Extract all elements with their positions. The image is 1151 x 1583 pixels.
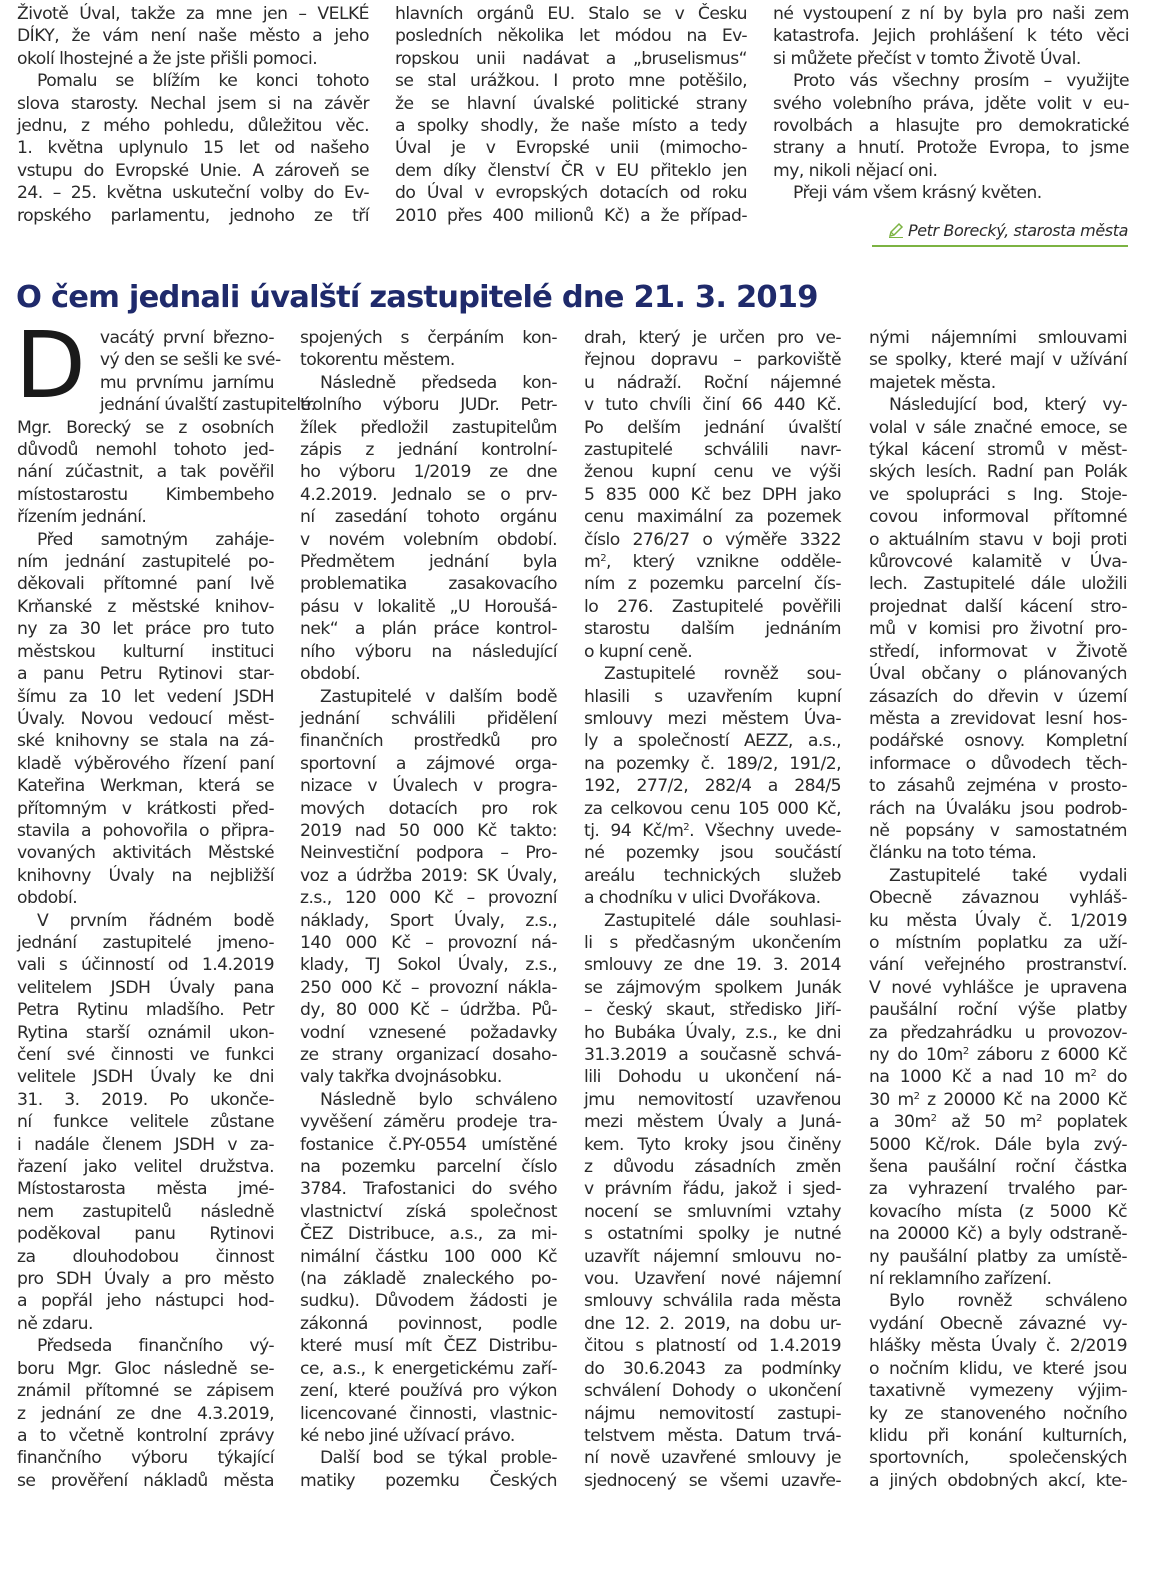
text-line: DÍKY, že vám není naše město a jeho <box>17 26 369 47</box>
text-line: z jednání ze dne 4.3.2019, <box>17 1403 274 1424</box>
text-line: jmu nemovitostí uzavřenou <box>584 1089 841 1110</box>
text-line: stavila a pohovořila o připra- <box>17 820 274 841</box>
text-line: ně popsány v samostatném <box>869 820 1127 841</box>
text-line: velitele JSDH Úvaly ke dni <box>17 1067 274 1088</box>
text-line: 2010 přes 400 milionů Kč) a že případ- <box>395 205 747 226</box>
text-line: trolního výboru JUDr. Petr- <box>300 395 557 416</box>
text-line: v tuto chvíli činí 66 440 Kč. <box>584 395 841 416</box>
article-column-1-text <box>15 312 316 1492</box>
text-line: hlavních orgánů EU. Stalo se v Česku <box>395 4 747 24</box>
text-line: ny do $10m^2$ záboru z 6000 Kč <box>869 1045 1127 1065</box>
text-line: děkovali přítomné paní Ivě <box>17 574 274 595</box>
text-line: – český skaut, středisko Jiří- <box>584 1000 841 1021</box>
text-line: za dlouhodobou činnost <box>17 1246 274 1267</box>
text-line: ké nebo jiné užívací právo. <box>300 1425 515 1446</box>
text-line: za vyhrazení trvalého par- <box>869 1179 1127 1200</box>
text-line: známil přítomné se zápisem <box>17 1381 274 1402</box>
text-line: žílek předložil zastupitelům <box>300 417 557 438</box>
text-line: období. <box>300 664 361 685</box>
article-column-1 <box>15 312 316 1492</box>
text-line: se spolky, které mají v užívání <box>869 350 1127 371</box>
text-line: nek“ a plán práce kontrol- <box>300 619 557 640</box>
text-line: okolí lhostejné a že jste přišli pomoci. <box>17 48 318 69</box>
text-line: jednání schválili přidělení <box>300 708 557 729</box>
text-line: a spolky shodly, že naše místo a tedy <box>395 116 747 137</box>
text-line: se prověření nákladů města <box>17 1470 274 1491</box>
text-line: lili Dohodu u ukončení ná- <box>584 1067 841 1088</box>
text-line: 30 $m^2$ z 20000 Kč na 2000 Kč <box>869 1089 1127 1110</box>
text-line: čení své činnosti ve funkci <box>17 1045 274 1065</box>
text-line: slova starosty. Nechal jsem si na závěr <box>17 93 369 114</box>
text-line: Zastupitelé také vydali <box>889 865 1127 886</box>
text-line: Úvaly. Novou vedoucí měst- <box>17 708 274 729</box>
text-line: V prvním řádném bodě <box>37 910 274 931</box>
text-line: vydání Obecně závazné vy- <box>869 1313 1127 1334</box>
text-line: Petra Rytinu mladšího. Petr <box>17 1000 274 1021</box>
text-line: ní reklamního zařízení. <box>869 1269 1052 1290</box>
text-line: dy, 80 000 Kč – údržba. Pů- <box>300 1000 557 1021</box>
signature-text: Petr Borecký, starosta města <box>907 221 1128 240</box>
text-line: né vystoupení z ní by byla pro naši zem <box>773 4 1129 24</box>
text-line: 5 835 000 Kč bez DPH jako <box>584 484 841 505</box>
text-line: informace o důvodech těch- <box>869 753 1127 774</box>
text-line: smlouvy schválila rada města <box>584 1291 841 1312</box>
text-line: 24. – 25. května uskuteční volby do Ev- <box>17 183 369 204</box>
text-line: hlášky města Úvaly č. 2/2019 <box>869 1336 1127 1357</box>
text-line: telstvem města. Datum trvá- <box>584 1425 841 1446</box>
text-line: se zájmovým spolkem Junák <box>584 977 841 998</box>
drop-cap: D <box>15 312 86 419</box>
text-line: Místostarosta města jmé- <box>17 1179 274 1200</box>
text-line: 31. 3. 2019. Po ukonče- <box>17 1089 274 1110</box>
text-line: ských lesích. Radní pan Polák <box>869 462 1127 483</box>
text-line: majetek města. <box>869 372 996 393</box>
text-line: ního výboru na následující <box>300 641 557 662</box>
text-line: voz a údržba 2019: SK Úvaly, <box>300 865 557 886</box>
text-line: a chodníku v ulici Dvořákova. <box>584 888 821 909</box>
text-line: poděkoval panu Rytinovi <box>17 1224 274 1245</box>
text-line: Další bod se týkal proble- <box>320 1448 557 1469</box>
text-line: fostanice č.PY-0554 umístěné <box>300 1134 557 1155</box>
author-signature <box>872 221 1128 247</box>
text-line: dne 12. 2. 2019, na dobu ur- <box>584 1313 841 1334</box>
text-line: ze strany organizací dosaho- <box>300 1045 557 1065</box>
text-line: li s předčasným ukončením <box>584 932 841 953</box>
text-line: na pozemku parcelní číslo <box>300 1157 557 1178</box>
text-line: ní nově uzavřené smlouvy je <box>584 1448 841 1469</box>
text-line: 1. května uplynulo 15 let od našeho <box>17 138 369 159</box>
text-line: vý den se sešli ke své- <box>99 350 281 371</box>
text-line: zásazích do dřevin v území <box>869 686 1127 707</box>
text-line: s ostatními spolky je nutné <box>584 1224 841 1245</box>
text-line: taxativně vymezeny výjim- <box>869 1381 1127 1402</box>
text-line: ny paušální platby za umístě- <box>869 1246 1127 1267</box>
text-line: Zastupitelé dále souhlasi- <box>604 910 841 931</box>
text-line: podářské osnovy. Kompletní <box>869 731 1127 752</box>
text-line: tokorentu městem. <box>300 350 455 371</box>
text-line: covou informoval přítomné <box>869 507 1127 528</box>
text-line: tj. 94 $Kč/m^2$. Všechny uvede- <box>584 820 841 841</box>
text-line: vali s účinností od 1.4.2019 <box>17 955 274 976</box>
text-line: sportovní a zájmové orga- <box>300 753 557 774</box>
text-line: za předzahrádku u provozov- <box>869 1022 1127 1043</box>
text-line: nizace v Úvalech v progra- <box>300 776 557 797</box>
text-line: za celkovou cenu 105 000 Kč, <box>584 798 841 819</box>
mayor-column-3 <box>773 3 1129 205</box>
mayor-column-1 <box>17 3 369 227</box>
text-line: důvodů nemohl tohoto jed- <box>17 440 274 461</box>
text-line: starostu dalším jednáním <box>584 619 841 640</box>
text-line: se stal urážkou. I proto mne potěšilo, <box>395 71 747 92</box>
text-line: V nové vyhlášce je upravena <box>869 977 1127 998</box>
text-line: Přeji vám všem krásný květen. <box>793 183 1042 204</box>
text-line: 250 000 Kč – provozní nákla- <box>300 977 557 998</box>
text-line: Neinvestiční podpora – Pro- <box>300 843 557 864</box>
text-line: strany a hnutí. Protože Evropa, to jsme <box>773 138 1129 159</box>
text-line: do Úval v evropských dotacích od roku <box>395 183 747 204</box>
text-line: 4.2.2019. Jednalo se o prv- <box>300 484 557 505</box>
text-line: mových dotacích pro rok <box>300 798 557 819</box>
text-line: městskou kulturní instituci <box>17 641 274 662</box>
text-line: řízením jednání. <box>17 507 147 528</box>
article-column-4 <box>869 327 1127 1492</box>
text-line: lech. Zastupitelé dále uložili <box>869 574 1127 595</box>
text-line: Zastupitelé rovněž sou- <box>604 664 841 685</box>
text-line: vstupu do Evropské Unie. A zároveň se <box>17 160 369 181</box>
text-line: do 30.6.2043 za podmínky <box>584 1358 841 1379</box>
text-line: ní zasedání tohoto orgánu <box>300 507 557 528</box>
text-line: svého volebního práva, jděte volit v eu- <box>773 93 1129 114</box>
text-line: mů v komisi pro životní pro- <box>869 619 1127 640</box>
text-line: posledních několika let módou na Ev- <box>395 26 747 47</box>
text-line: Bylo rovněž schváleno <box>889 1291 1127 1312</box>
text-line: 3784. Trafostanici do svého <box>300 1179 557 1200</box>
text-line: ně zdaru. <box>17 1313 93 1334</box>
article-column-3 <box>584 327 841 1492</box>
text-line: boru Mgr. Gloc následně se- <box>17 1358 274 1379</box>
text-line: Předseda finančního vý- <box>37 1336 274 1357</box>
text-line: projednat další kácení stro- <box>869 596 1127 617</box>
text-line: ku města Úvaly č. 1/2019 <box>869 910 1127 931</box>
text-line: vlastnictví získá společnost <box>300 1201 557 1222</box>
text-line: číslo 276/27 o výměře 3322 <box>584 529 841 550</box>
text-line: článku na toto téma. <box>869 843 1037 864</box>
text-line: my, nikoli nějací oni. <box>773 160 938 181</box>
text-line: mezi městem Úvaly a Juná- <box>584 1112 841 1133</box>
text-line: na 20000 Kč) a byly odstraně- <box>869 1224 1127 1245</box>
text-line: Mgr. Borecký se z osobních <box>17 417 274 438</box>
text-line: rovolbách a hlasujte pro demokratické <box>773 116 1129 137</box>
text-line: rách na Úvaláku jsou podrob- <box>869 798 1127 819</box>
text-line: ropského parlamentu, jednoho ze tří <box>17 205 369 226</box>
text-line: spojených s čerpáním kon- <box>300 328 557 348</box>
text-line: řejnou dopravu – parkoviště <box>584 350 841 371</box>
text-line: nem zastupitelů následně <box>17 1201 274 1222</box>
text-line: né pozemky jsou součástí <box>584 843 841 864</box>
text-line: $m^2$, který vznikne odděle- <box>584 552 841 573</box>
article-column-2 <box>300 327 557 1492</box>
text-line: kem. Tyto kroky jsou činěny <box>584 1134 841 1155</box>
text-line: města a zrevidovat lesní hos- <box>869 708 1127 729</box>
text-line: řazení jako velitel družstva. <box>17 1157 274 1178</box>
text-line: drah, který je určen pro ve- <box>584 328 841 348</box>
text-line: Zastupitelé v dalším bodě <box>320 686 557 707</box>
text-line: ropskou unii nadávat a „bruselismus“ <box>395 48 747 69</box>
text-line: které musí mít ČEZ Distribu- <box>300 1336 557 1357</box>
text-line: lo 276. Zastupitelé pověřili <box>584 596 841 617</box>
text-line: období. <box>17 888 78 909</box>
text-line: v právním řádu, jakož i sjed- <box>584 1179 841 1200</box>
text-line: sudku). Důvodem žádosti je <box>300 1291 557 1312</box>
text-line: nocení se smluvními vztahy <box>584 1201 841 1222</box>
text-line: nými nájemními smlouvami <box>869 328 1127 348</box>
text-line: knihovny Úvaly na nejbližší <box>17 865 274 886</box>
text-line: týkal kácení stromů v měst- <box>869 440 1127 461</box>
text-line: 5000 Kč/rok. Dále byla zvý- <box>869 1134 1127 1155</box>
text-line: ním z pozemku parcelní čís- <box>584 574 841 595</box>
text-line: Předmětem jednání byla <box>300 552 557 573</box>
text-line: licencované činnosti, vlastnic- <box>300 1403 557 1424</box>
text-line: jednání úvalští zastupitelé. <box>99 395 316 416</box>
text-line: vání veřejného prostranství. <box>869 955 1127 976</box>
text-line: čitou s platností od 1.4.2019 <box>584 1336 841 1357</box>
text-line: klidu při konání kulturních, <box>869 1425 1127 1446</box>
text-line: nájmu nemovitostí zastupi- <box>584 1403 841 1424</box>
text-line: přítomným v krátkosti před- <box>17 798 274 819</box>
text-line: Po delším jednání úvalští <box>584 417 841 438</box>
text-line: o kupní ceně. <box>584 641 693 662</box>
text-line: šena paušální roční částka <box>869 1157 1127 1178</box>
text-line: sjednocený se všemi uzavře- <box>584 1470 841 1491</box>
text-line: ho Bubáka Úvaly, z.s., ke dni <box>584 1022 841 1043</box>
text-line: o aktuálním stavu v boji proti <box>869 529 1127 550</box>
text-line: náklady, Sport Úvaly, z.s., <box>300 910 557 931</box>
text-line: Obecně závaznou vyhláš- <box>869 888 1127 909</box>
text-line: finančních prostředků pro <box>300 731 557 752</box>
text-line: velitelem JSDH Úvaly pana <box>17 977 274 998</box>
text-line: nání zúčastnit, a tak pověřil <box>17 462 274 483</box>
text-line: uzavřít nájemní smlouvu no- <box>584 1246 841 1267</box>
text-line: to zásahů zejména v prosto- <box>869 776 1127 797</box>
text-line: místostarostu Kimbembeho <box>17 484 274 505</box>
text-line: a $30m^2$ až 50 $m^2$ poplatek <box>869 1112 1127 1133</box>
text-line: Následující bod, který vy- <box>889 395 1127 416</box>
text-line: na 1000 Kč a nad 10 $m^2$ do <box>869 1067 1127 1088</box>
text-line: nimální částku 100 000 Kč <box>300 1246 557 1267</box>
text-line: a panu Petru Rytinovi star- <box>17 664 274 685</box>
text-line: kovacího místa (z 5000 Kč <box>869 1201 1127 1222</box>
text-line: zápis z jednání kontrolní- <box>300 440 557 461</box>
text-line: a popřál jeho nástupci hod- <box>17 1291 274 1312</box>
text-line: schválení Dohody o ukončení <box>584 1381 841 1402</box>
text-line: vyvěšení záměru prodeje tra- <box>300 1112 557 1133</box>
text-line: vacátý první březno- <box>99 328 274 348</box>
text-line: Úval občany o plánovaných <box>869 664 1127 685</box>
text-line: že se hlavní úvalské politické strany <box>395 93 747 114</box>
text-line: na pozemky č. 189/2, 191/2, <box>584 753 841 774</box>
text-line: mu prvnímu jarnímu <box>99 372 274 393</box>
text-line: dem díky členství ČR v EU přiteklo jen <box>395 160 747 181</box>
text-line: ské knihovny se stala na zá- <box>17 731 274 752</box>
text-line: vovaných aktivitách Městské <box>17 843 274 864</box>
text-line: 140 000 Kč – provozní ná- <box>300 932 557 953</box>
text-line: a to včetně kontrolní zprávy <box>17 1425 274 1446</box>
mayor-column-2 <box>395 3 747 227</box>
text-line: z důvodu zásadních změn <box>584 1157 841 1178</box>
text-line: valy takřka dvojnásobku. <box>300 1067 502 1088</box>
text-line: Následně bylo schváleno <box>320 1089 557 1110</box>
text-line: hlasili s uzavřením kupní <box>584 686 841 707</box>
text-line: u nádraží. Roční nájemné <box>584 372 841 393</box>
text-line: ní funkce velitele zůstane <box>17 1112 274 1133</box>
text-line: jednání zastupitelé jmeno- <box>17 932 274 953</box>
text-line: cenu maximální za pozemek <box>584 507 841 528</box>
text-line: pro SDH Úvaly a pro město <box>17 1269 274 1290</box>
text-line: 31.3.2019 a současně schvá- <box>584 1045 841 1065</box>
text-line: ČEZ Distribuce, a.s., za mi- <box>300 1224 557 1245</box>
text-line: kůrovcové kalamitě v Úva- <box>869 552 1127 573</box>
text-line: vou. Uzavření nové nájemní <box>584 1269 841 1290</box>
text-line: ním jednání zastupitelé po- <box>17 552 274 573</box>
text-line: ny za 30 let práce pro tuto <box>17 619 274 640</box>
text-line: paušální roční výše platby <box>869 1000 1127 1021</box>
text-line: ho výboru 1/2019 ze dne <box>300 462 557 483</box>
text-line: pásu v lokalitě „U Horoušá- <box>300 596 557 617</box>
text-line: i nadále členem JSDH v za- <box>17 1134 274 1155</box>
text-line: katastrofa. Jejich prohlášení k této věci <box>773 26 1129 47</box>
text-line: ženou kupní cenu ve výši <box>584 462 841 483</box>
text-line: sportovních, společenských <box>869 1448 1127 1469</box>
text-line: areálu technických služeb <box>584 865 841 886</box>
text-line: zákonná povinnost, podle <box>300 1313 557 1334</box>
text-line: Rytina starší oznámil ukon- <box>17 1022 274 1043</box>
text-line: Úval je v Evropské unii (mimocho- <box>395 138 747 159</box>
text-line: smlouvy ze dne 19. 3. 2014 <box>584 955 841 976</box>
text-line: Následně předseda kon- <box>320 372 557 393</box>
text-line: 192, 277/2, 282/4 a 284/5 <box>584 776 841 797</box>
text-line: a jiných obdobných akcí, kte- <box>869 1470 1127 1491</box>
text-line: z.s., 120 000 Kč – provozní <box>300 888 557 909</box>
text-line: 2019 nad 50 000 Kč takto: <box>300 820 557 841</box>
text-line: ky ze stanoveného nočního <box>869 1403 1127 1424</box>
text-line: (na základě znaleckého po- <box>300 1269 557 1290</box>
pencil-icon <box>888 222 904 243</box>
text-line: problematika zasakovacího <box>300 574 557 595</box>
text-line: středí, informovat v Životě <box>869 641 1127 662</box>
text-line: vodní vznesené požadavky <box>300 1022 557 1043</box>
text-line: v novém volebním období. <box>300 529 557 550</box>
text-line: finančního výboru týkající <box>17 1448 274 1469</box>
text-line: jednu, z mého pohledu, důležitou věc. <box>17 116 369 137</box>
text-line: šímu za 10 let vedení JSDH <box>17 686 274 707</box>
text-line: ve spolupráci s Ing. Stoje- <box>869 484 1127 505</box>
text-line: si můžete přečíst v tomto Životě Úval. <box>773 48 1081 69</box>
text-line: Krňanské z městské knihov- <box>17 596 274 617</box>
text-line: ce, a.s., k energetickému zaří- <box>300 1358 557 1379</box>
text-line: ly a společností AEZZ, a.s., <box>584 731 841 752</box>
text-line: zení, které používá pro výkon <box>300 1381 557 1402</box>
text-line: kladě výběrového řízení paní <box>17 753 274 774</box>
text-line: volal v sále značné emoce, se <box>869 417 1127 438</box>
text-line: Před samotným zaháje- <box>37 529 274 550</box>
text-line: Životě Úval, takže za mne jen – VELKÉ <box>17 4 369 24</box>
article-headline: O čem jednali úvalští zastupitelé dne 21. 3. 2019 <box>16 280 818 315</box>
text-line: klady, TJ Sokol Úvaly, z.s., <box>300 955 557 976</box>
text-line: o nočním klidu, ve které jsou <box>869 1358 1127 1379</box>
text-line: zastupitelé schválili navr- <box>584 440 841 461</box>
text-line: o místním poplatku za uží- <box>869 932 1127 953</box>
text-line: Proto vás všechny prosím – využijte <box>793 71 1129 92</box>
text-line: Pomalu se blížím ke konci tohoto <box>37 71 369 92</box>
text-line: Kateřina Werkman, která se <box>17 776 274 797</box>
text-line: smlouvy mezi městem Úva- <box>584 708 841 729</box>
text-line: matiky pozemku Českých <box>300 1470 557 1491</box>
